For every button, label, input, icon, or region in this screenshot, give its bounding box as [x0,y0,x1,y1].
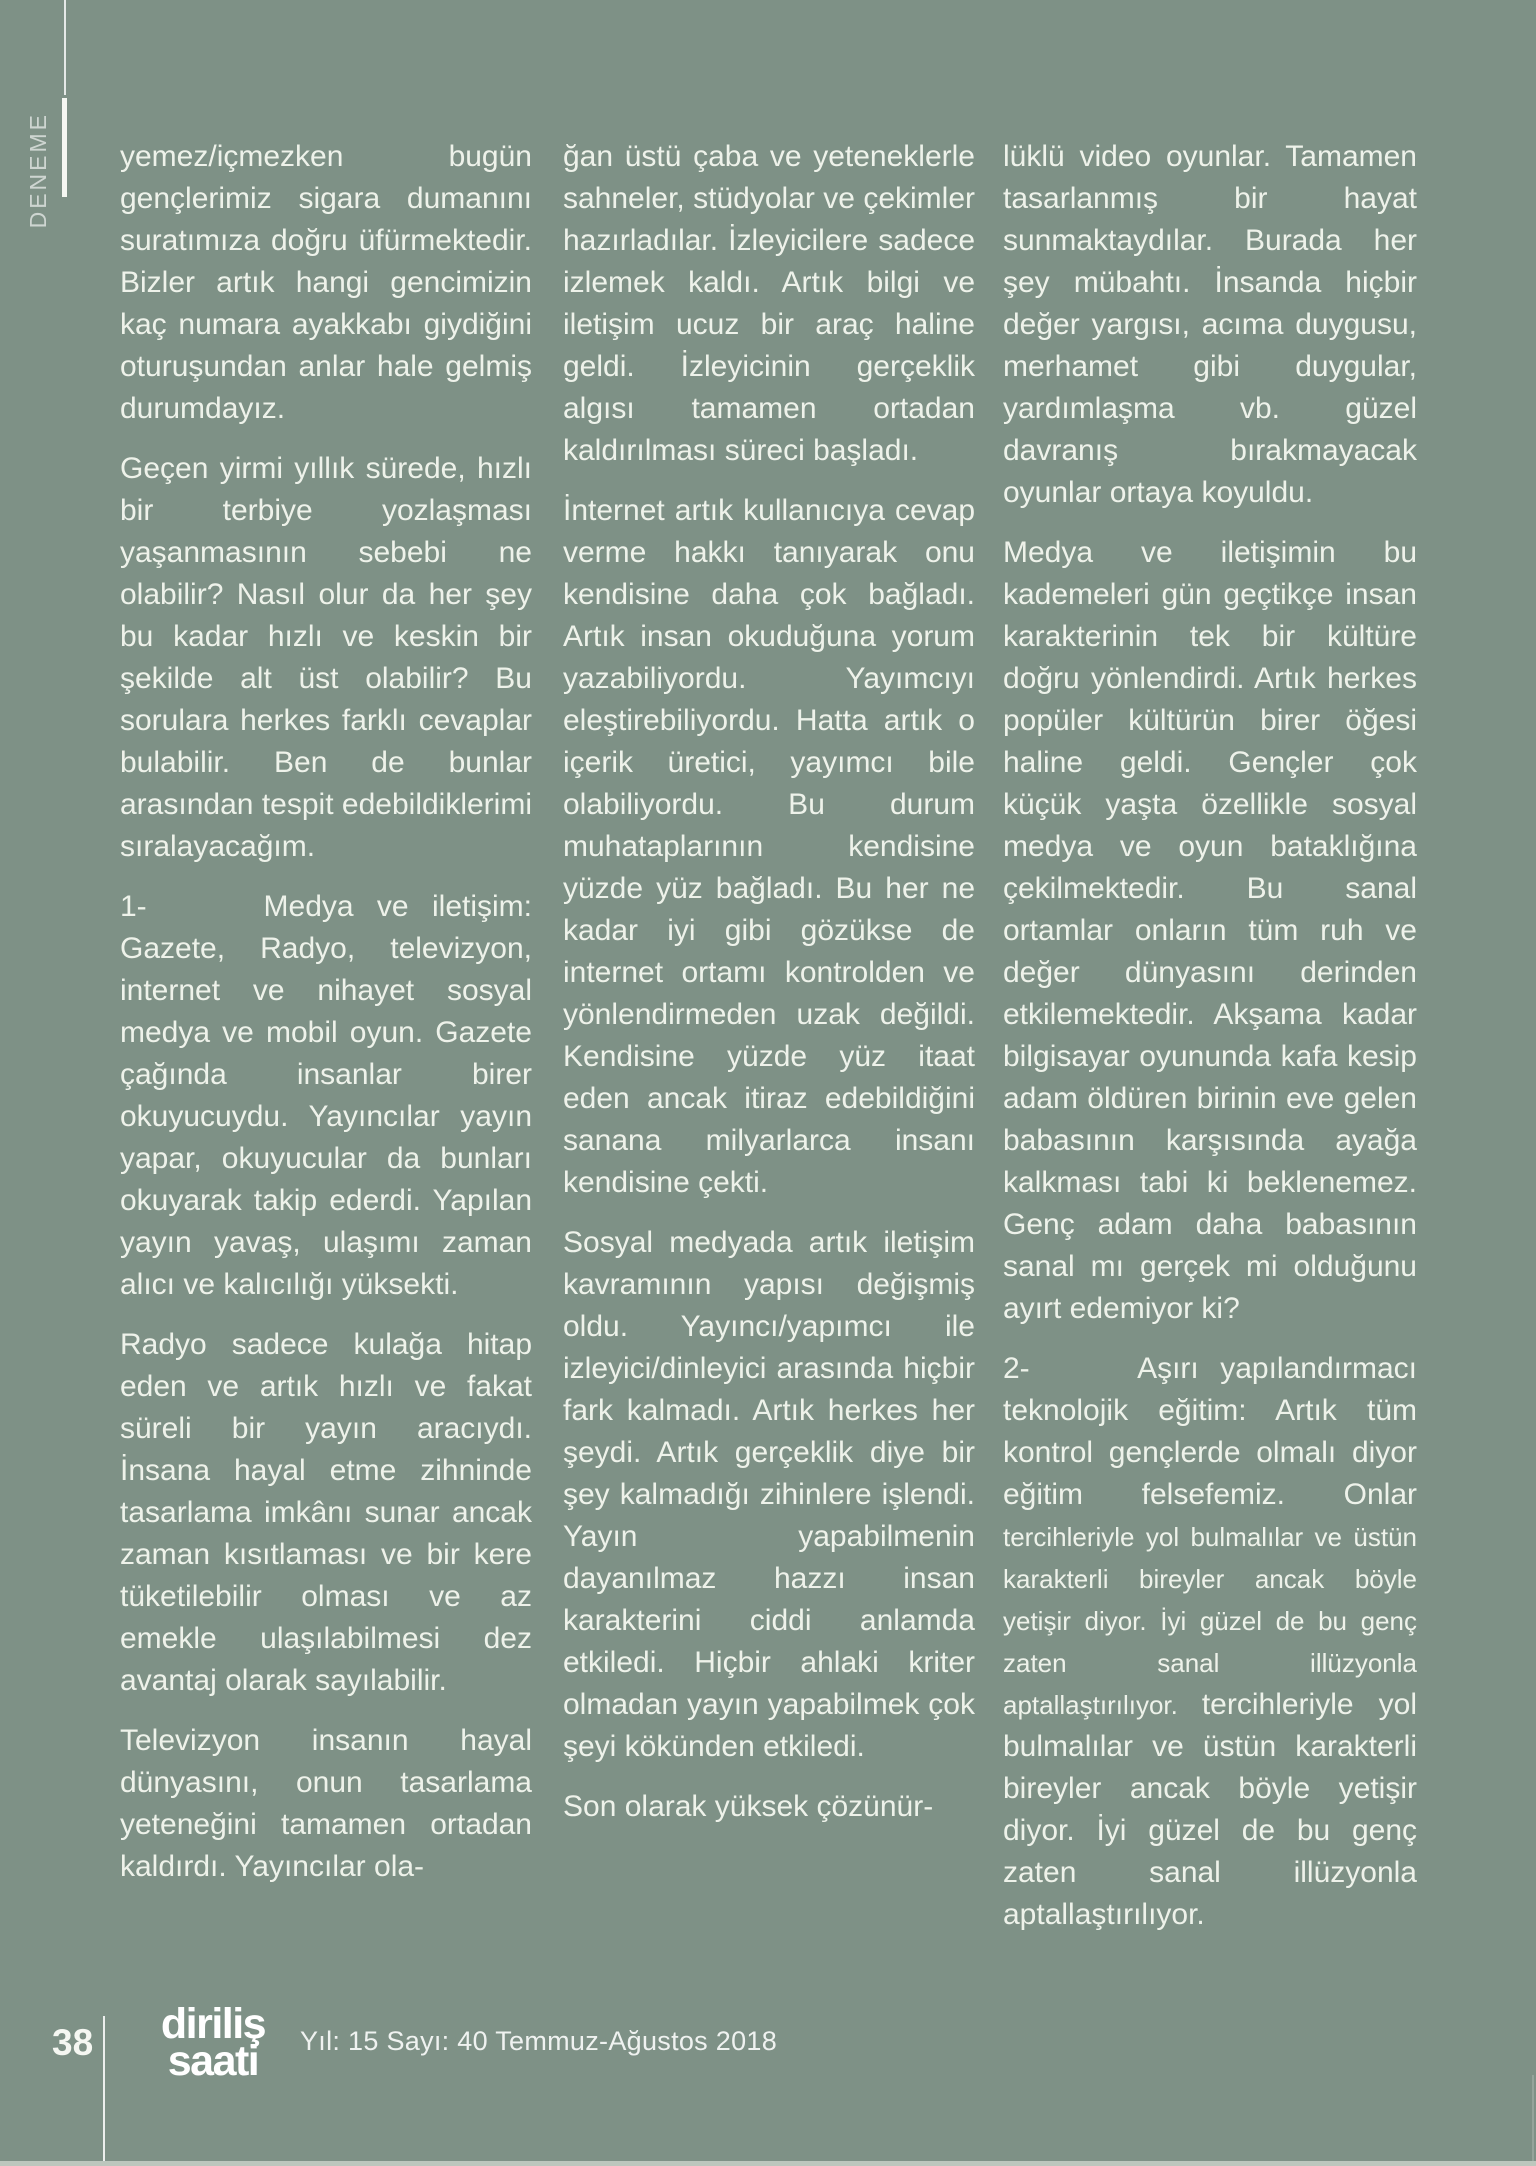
page-right-edge [1532,2075,1534,2161]
issue-info: Yıl: 15 Sayı: 40 Temmuz-Ağustos 2018 [300,2026,778,2056]
paragraph-segment-small: tercihleriyle yol bulmalılar ve üstün karakterli bireyler ancak böyle yetişir diyor. İyi güzel de bu genç zaten sanal illüzyonla aptallaştırılıyor. [1003,1522,1417,1720]
paragraph: Medya ve iletişimin bu kademeleri gün geçtikçe insan karakterinin tek bir kültüre doğru yönlendirdi. Artık herkes popüler kültürün birer öğesi haline geldi. Gençler çok küçük yaşta özellikle sosyal medya ve oyun bataklığına çekilmektedir. Bu sanal ortamlar onların tüm ruh ve değer dünyasını derinden etkilemektedir. Akşama kadar bilgisayar oyununda kafa kesip adam öldüren birinin eve gelen babasının karşısında ayağa kalkması tabi ki beklenemez. Genç adam daha babasının sanal mı gerçek mi olduğunu ayırt edemiyor ki? [1003,536,1417,1325]
page-bottom-edge [0,2161,1536,2166]
paragraph: Son olarak yüksek çözünür- [563,1790,934,1823]
logo-line-2: saati [167,2037,259,2085]
page-number: 38 [52,2022,94,2063]
paragraph: Televizyon insanın hayal dünyasını, onun tasarlama yeteneğini tamamen ortadan kaldırdı. Yayıncılar ola- [120,1724,532,1883]
text-column-3 [1003,136,1417,1954]
text-column-1 [120,136,532,1906]
paragraph: Geçen yirmi yıllık sürede, hızlı bir terbiye yozlaşması yaşanmasının sebebi ne olabilir? Nasıl olur da her şey bu kadar hızlı ve keskin bir şekilde alt üst olabilir? Bu sorulara herkes farklı cevaplar bulabilir. Ben de bunlar arasından tespit edebildiklerimi sıralayacağım. [120,452,532,863]
paragraph: ğan üstü çaba ve yeteneklerle sahneler, stüdyolar ve çekimler hazırladılar. İzleyicilere sadece izlemek kaldı. Artık bilgi ve iletişim ucuz bir araç haline geldi. İzleyicinin gerçeklik algısı tamamen ortadan kaldırılması süreci başladı. [563,140,975,467]
text-column-2 [563,136,975,1846]
paragraph-segment: tercihleriyle yol bulmalılar ve üstün karakterli bireyler ancak böyle yetişir diyor. İyi güzel de bu genç zaten sanal illüzyonla aptallaştırılıyor. [1003,1688,1417,1931]
paragraph: İnternet artık kullanıcıya cevap verme hakkı tanıyarak onu kendisine daha çok bağladı. Artık insan okuduğuna yorum yazabiliyordu. Yayımcıyı eleştirebiliyordu. Hatta artık o içerik üretici, yayımcı bile olabiliyordu. Bu durum muhataplarının kendisine yüzde yüz bağladı. Bu her ne kadar iyi gibi gözükse de internet ortamı kontrolden ve yönlendirmeden uzak değildi. Kendisine yüzde yüz itaat eden ancak itiraz edebildiğini sanana milyarlarca insanı kendisine çekti. [563,494,975,1199]
paragraph: Sosyal medyada artık iletişim kavramının yapısı değişmiş oldu. Yayıncı/yapımcı ile izleyici/dinleyici arasında hiçbir fark kalmadı. Artık herkes her şeydi. Artık gerçeklik diye bir şey kalmadığı zihinlere işlendi. Yayın yapabilmenin dayanılmaz hazzı insan karakterini ciddi anlamda etkiledi. Hiçbir ahlaki kriter olmadan yayın yapabilmek çok şeyi kökünden etkiledi. [563,1226,975,1763]
paragraph: yemez/içmezken bugün gençlerimiz sigara dumanını suratımıza doğru üfürmektedir. Bizler artık hangi gencimizin kaç numara ayakkabı giydiğini oturuşundan anlar hale gelmiş durumdayız. [120,140,532,425]
paragraph-segment: 2- Aşırı yapılandırmacı teknolojik eğitim: Artık tüm kontrol gençlerde olmalı diyor eğitim felsefemiz. Onlar [1003,1352,1417,1511]
paragraph: 1- Medya ve iletişim: Gazete, Radyo, televizyon, internet ve nihayet sosyal medya ve mobil oyun. Gazete çağında insanlar birer okuyucuydu. Yayıncılar yayın yapar, okuyucular da bunları okuyarak takip ederdi. Yapılan yayın yavaş, ulaşımı zaman alıcı ve kalıcılığı yüksekti. [120,890,532,1301]
paragraph-mixed-size [1003,1348,1417,1936]
sidebar-rule-thick [62,98,67,197]
footer-divider [103,2016,105,2166]
paragraph: Radyo sadece kulağa hitap eden ve artık hızlı ve fakat süreli bir yayın aracıydı. İnsana hayal etme zihninde tasarlama imkânı sunar ancak zaman kısıtlaması ve bir kere tüketilebilir olması ve az emekle ulaşılabilmesi dez avantaj olarak sayılabilir. [120,1328,532,1697]
section-label: DENEME [25,112,51,229]
sidebar-rule-thin [64,0,66,95]
magazine-logo [150,2000,276,2085]
logo-line-1: diriliş [160,2000,266,2048]
paragraph: lüklü video oyunlar. Tamamen tasarlanmış bir hayat sunmaktaydılar. Burada her şey mübahtı. İnsanda hiçbir değer yargısı, acıma duygusu, merhamet gibi duygular, yardımlaşma vb. güzel davranış bırakmayacak oyunlar ortaya koyuldu. [1003,140,1417,509]
